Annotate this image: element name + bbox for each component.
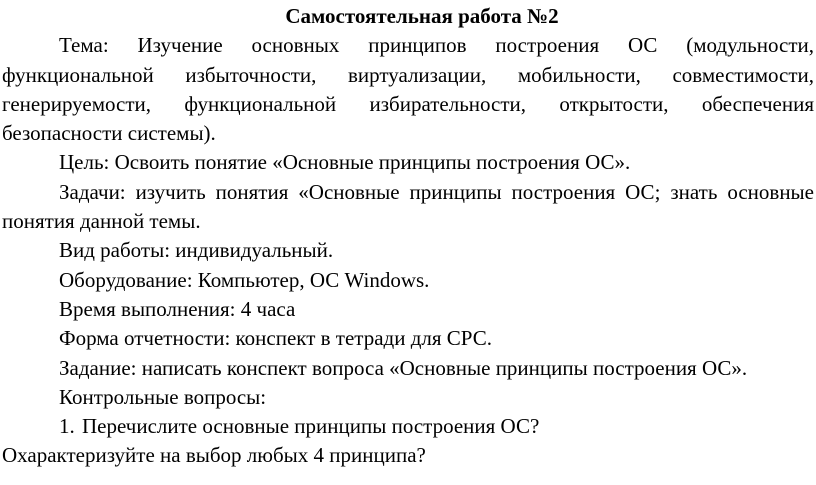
question-number: 1. bbox=[59, 414, 75, 439]
work-type-line: Вид работы: индивидуальный. bbox=[59, 238, 334, 263]
document-title: Самостоятельная работа №2 bbox=[285, 4, 559, 28]
equipment-line: Оборудование: Компьютер, ОС Windows. bbox=[59, 267, 430, 292]
control-questions-heading: Контрольные вопросы: bbox=[59, 384, 267, 409]
goal-paragraph: Цель: Освоить понятие «Основные принципы построения ОС». bbox=[59, 150, 631, 175]
tasks-paragraph: Задачи: изучить понятия «Основные принципы построения ОС; знать основные понятия данной темы. bbox=[2, 179, 814, 234]
topic-paragraph: Тема: Изучение основных принципов построения ОС (модульности, функциональной избыточности, виртуализации, мобильности, совместимости, генерируемости, функциональной избирательности, открытости, обеспечения безопасности системы). bbox=[2, 33, 814, 146]
assignment-paragraph: Задание: написать конспект вопроса «Основные принципы построения ОС». bbox=[59, 355, 748, 380]
question-item bbox=[2, 412, 814, 441]
question-text: Перечислите основные принципы построения ОС? bbox=[82, 414, 540, 439]
duration-line: Время выполнения: 4 часа bbox=[59, 296, 296, 321]
report-form-line: Форма отчетности: конспект в тетради для СРС. bbox=[59, 326, 493, 351]
question-continuation: Охарактеризуйте на выбор любых 4 принципа? bbox=[2, 443, 426, 468]
